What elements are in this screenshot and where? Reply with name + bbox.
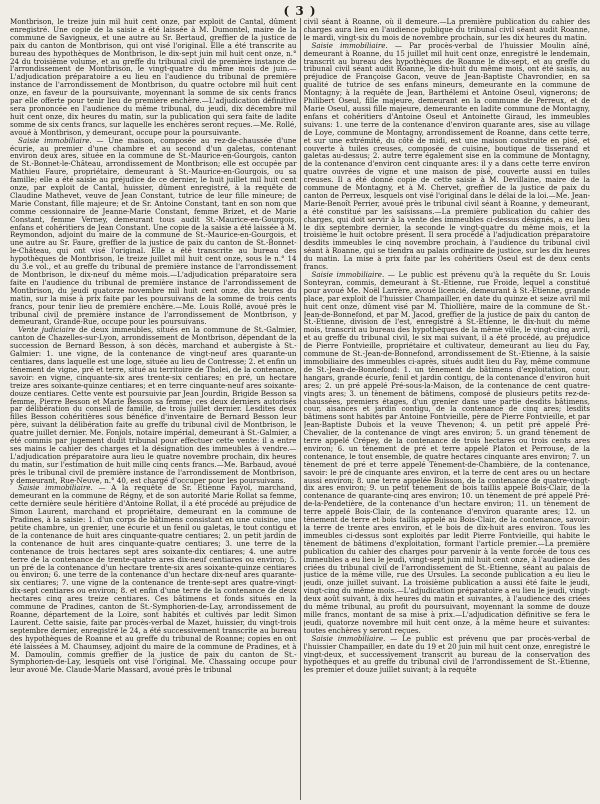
notice-text: — Le public est prévenu que par procès-verbal de l'huissier Champailler, en date du 19 et 20 juin mil huit cent onze, enregistré le vingt-deux, et successivement transcrit au bureau de la conservation des hypothèques et au greffe du tribunal civil de l'arrondissement de St.-Etienne, les premier et douze juillet suivant; à la requête xyxy=(303,633,590,675)
notice-paragraph xyxy=(304,271,591,635)
notice-heading: Saisie immobiliaire. xyxy=(311,270,385,279)
notice-heading: Vente judiciaire xyxy=(18,325,76,335)
left-column xyxy=(10,18,297,800)
notice-text: — Par procès-verbal de l'huissier Moulin aîné, demeurant à Roanne, du 15 juillet mil huit cent onze, enregistré le lendemain, transcrit au bureau des hypothèques de Roanne le dix-sept, et au greffe du tribunal civil séant audit Roanne, le dix-huit du même mois, ont été saisis, au préjudice de Françoise Gacon, veuve de Jean-Baptiste Chavrondier, en sa qualité de tutrice de ses enfans mineurs, demeurante en la commune de Montagny; à la requête de Jean, Barthélemi et Antoine Oseul, vignerons; de Philibert Oseul, fille majeure, demeurant en la commune de Perreux, et de Marie Oseul, aussi fille majeure, demeurante en ladite commune de Montagny, enfans et cohéritiers d'Antoine Oseul et Antoinette Giraud, les immeubles suivans: 1. une terre de la contenance d'environ quarante ares, sise au village de Loye, commune de Montagny, arrondissement de Roanne, dans cette terre, et sur une extrémité, du côté de midi, est une maison construite en pisé, et couverte à tuiles creuses, composée de cuisine, boutique de tisserand et galetas au-dessus; 2. autre terre également sise en la commune de Montagny, de la contenance d'environ cent cinquante ares: il y a dans cette terre environ quatre ouvrées de vigne et une maison de pisé, couverte aussi en tuiles creuses. Il a été donné copie de cette saisie à M. Devillaine, maire de la commune de Montagny, et à M. Chervet, greffier de la justice de paix du canton de Perreux, lesquels ont visé l'original dans le délai de la loi.—Me. Jean-Marie-Benoît Perrier, avoué près le tribunal civil séant à Roanne, y demeurant, a été constitué par les saisissans.—La première publication du cahier des charges, qui doit servir à la vente des immeubles ci-dessus désignés, a eu lieu le dix septembre dernier, la seconde le vingt-quatre du même mois, et la troisième le huit octobre présent. Il sera procédé à l'adjudication préparatoire desdits immeubles le cinq novembre prochain, à l'audience du tribunal civil séant à Roanne, qui se tiendra au palais ordinaire de justice, sur les dix heures du matin. La mise à prix faite par les cohéritiers Oseul est de deux cents francs. xyxy=(303,40,590,272)
notice-paragraph xyxy=(304,18,591,42)
notice-text: de deux immeubles, situés en la commune de St.-Galmier, canton de Chazelles-sur-Lyon, arrondissement de Montbrison, dépendant de la succession de Bernard Besson, à son décès, marchand et aubergiste à St.-Galmier: 1. une vigne, de la contenance de vingt-neuf ares quarante-un centiares, dans laquelle est une loge, située au lieu de Contresse; 2. et enfin un tènement de vigne, pré et terre, situé au territoire de Tholei, de la contenance, savoir: en vigne, cinquante-six ares trente-six centiares; en pré, un hectare treize ares soixante-quinze centiares; et en terre cinquante-neuf ares soixante-douze centiares. Cette vente est poursuivie par Jean Jourdin, Brigide Besson sa femme, Pierre Besson et Marie Besson sa femme; ces deux derniers autorisés par délibération du conseil de famille, de trois juillet dernier. Lesdites deux filles Besson cohéritières sous bénéfice d'inventaire de Bernard Besson leur père, suivant la délibération faite au greffe du tribunal civil de Montbrison, le quatre juillet dernier. Me. Fonjols, notaire impérial, demeurant à St.-Galmier, a été commis par jugement dudit tribunal pour effectuer cette vente: il a entre ses mains le cahier des charges et la désignation des immeubles à vendre.—L'adjudication préparatoire aura lieu le quatre novembre prochain, dix heures du matin, sur l'estimation de huit mille cinq cents francs.—Me. Barbaud, avoué près le tribunal civil de première instance de l'arrondissement de Montbrison, y demeurant, Rue-Neuve, n.° 40, est chargé d'occuper pour les poursuivans. xyxy=(10,325,297,485)
notice-heading: Saisie immobiliaire. xyxy=(311,40,388,50)
notice-heading: Saisie immobiliaire. xyxy=(311,633,386,643)
notice-paragraph xyxy=(304,635,591,675)
notice-heading: Saisie immobiliaire. xyxy=(18,135,92,145)
page-number: ( 3 ) xyxy=(283,4,317,18)
notice-text: — A la requête de Sr. Etienne Fayol, marchand, demeurant en la commune de Régny, et de son autorité Marie Rollat sa femme, cette dernière seule héritière d'Antoine Rollat, il a été procédé au préjudice de Simon Laurent, marchand et propriétaire, demeurant en la commune de Pradines, à la saisie: 1. d'un corps de bâtimens consistant en une cuisine, une petite chambre, un grenier, une écurie et un fenil ou galetas, le tout contigu et de la contenance de huit ares cinquante-quatre centiares; 2. un petit jardin de la contenance de huit ares cinquante-quatre centiares; 3. une terre de la contenance de trois hectares sept ares soixante-dix centiares; 4. une autre terre de la contenance de trente-quatre ares dix-neuf centiares ou environ; 5. un pré de la contenance d'un hectare trente-six ares soixante-quinze centiares ou environ; 6. une terre de la contenance d'un hectare dix-neuf ares quarante-six centiares; 7. une vigne de la contenance de trente-sept ares quatre-vingt-dix-sept centiares ou environ; 8. et enfin d'une terre de la contenance de deux hectares cinq ares treize centiares. Ces bâtimens et fonds situés en la commune de Pradines, canton de St.-Symphorien-de-Lay, arrondissement de Roanne, département de la Loire, sont habités et cultivés par ledit Simon Laurent. Cette saisie, faite par procès-verbal de Mazet, huissier, du vingt-trois septembre dernier, enregistré le 24, a été successivement transcrite au bureau des hypothèques de Roanne et au greffe du tribunal de Roanne; copies en ont été laissées à M. Chaumsey, adjoint du maire de la commune de Pradines, et à M. Damoulin, commis greffier de la justice de paix du canton de St.-Symphorien-de-Lay, lesquels ont visé l'original. Me. Chassaing occupe pour leur avoué Me. Claude-Marie Massard, avoué près le tribunal xyxy=(10,483,297,675)
column-divider xyxy=(300,18,301,800)
notice-paragraph xyxy=(10,137,297,327)
notice-paragraph xyxy=(10,18,297,137)
notice-paragraph xyxy=(10,326,297,484)
notice-paragraph xyxy=(10,484,297,674)
notice-text: civil séant à Roanne, où il demeure.—La première publication du cahier des charges aura lieu en l'audience publique du tribunal civil séant audit Roanne, le mardi, vingt-six du mois de novembre prochain, sur les dix heures du matin. xyxy=(303,18,590,42)
notice-text: — Le public est prévenu qu'à la requête du Sr. Louis Sonteyran, commis, demeurant à St.-Etienne, rue Froide, lequel a constitué pour avoué Me. Noël Larrère, avoué licencié, demeurant à St.-Etienne, grande place, par exploit de l'huissier Champailler, en date du quinze et seize avril mil huit cent onze, dûment visé par M. Thiollière, maire de la commune de St.-Jean-de-Bonnefond, et par M. Jacod, greffier de la justice de paix du canton de St.-Etienne, division de l'est, enregistré à St.-Etienne, le dix-huit du même mois, transcrit au bureau des hypothèques de la même ville, le vingt-cinq avril, et au greffe du tribunal civil, le six mai suivant, il a été procédé, au préjudice de Pierre Fontvieille, propriétaire et cultivateur, demeurant au lieu du Fay, commune de St.-Jean-de-Bonnefond, arrondissement de St.-Etienne, à la saisie immobiliaire des immeubles ci-après, situés audit lieu du Fay, même commune de St.-Jean-de-Bonnefond: 1. un tènement de bâtimens d'exploitation, cour, hangars, grande écurie, fenil et jardin contigu, de la contenance d'environ huit ares; 2. un pré appelé Pré-sous-la-Maison, de la contenance de cent quatre-vingts ares; 3. un tènement de bâtimens, composé de plusieurs petits rez-de-chaussées, premiers étages, d'un grenier dans une partie desdits bâtimens, cour, aisances et jardin contigu, de la contenance de cinq ares; lesdits bâtimens sont habités par Antoine Fontvieille, père de Pierre Fontvieille, et par Jean-Baptiste Dubois et la veuve Thevenon; 4. un petit pré appelé Pré-Chevalier, de la contenance de vingt ares environ; 5. un grand tènement de terre appelé Crépey, de la contenance de trois hectares ou trois cents ares environ; 6. un tènement de pré et terre appelé Platon et Perrouse, de la contenance, le tout ensemble, de quatre hectares cinquante ares environ; 7. un tènement de pré et terre appelé Tènement-de-Chambière, de la contenance, savoir: le pré de cinquante ares environ, et la terre de cent ares ou un hectare aussi environ; 8. une terre appelée Buisson, de la contenance de quatre-vingt-dix ares environ; 9. un petit tènement de bois taillis appelé Bois-Clair, de la contenance de quarante-cinq ares environ; 10. un tènement de pré appelé Pré-de-la-Pendetière, de la contenance d'un hectare environ; 11. un tènement de terre appelé Bois-Clair, de la contenance d'environ quarante ares; 12. un tènement de terre et bois taillis appelé au Bois-Clair, de la contenance, savoir: la terre de trente ares environ, et le bois de dix-huit ares environ. Tous les immeubles ci-dessus sont exploités par ledit Pierre Fontvieille, qui habite le tènement de bâtimens d'exploitation, formant l'article premier.—La première publication du cahier des charges pour parvenir à la vente forcée de tous ces immeubles a eu lieu le jeudi, vingt-sept juin mil huit cent onze, à l'audience des criées du tribunal civil de l'arrondissement de St.-Etienne, séant au palais de justice de la même ville, rue des Ursules. La seconde publication a eu lieu le jeudi, onze juillet suivant. La troisième publication a aussi été faite le jeudi, vingt-cinq du même mois.—L'adjudication préparatoire a eu lieu le jeudi, vingt-deux août suivant, à dix heures du matin et suivantes, à l'audience des criées du même tribunal, au profit du poursuivant, moyennant la somme de douze mille francs, montant de sa mise à prix.—L'adjudication définitive se fera le jeudi, quatorze novembre mil huit cent onze, à la même heure et suivantes: toutes enchères y seront reçues. xyxy=(303,270,590,635)
notice-text: — Une maison, composée au rez-de-chaussée d'une écurie, au premier d'une chambre et au second d'un galetas, contenant environ deux ares, située en la commune de St.-Maurice-en-Gourgois, canton de St.-Bonnet-le-Château, arrondissement de Montbrison; elle est occupée par Mathieu Faure, propriétaire, demeurant à St.-Maurice-en-Gourgois, ou sa famille; elle a été saisie au préjudice de ce dernier, le huit juillet mil huit cent onze, par exploit de Cantal, huissier, dûment enregistré, à la requête de Claudine Mathevet, veuve de Jean Constant, tutrice de leur fille mineure; de Marie Constant, fille majeure; et de Sr. Antoine Constant, tant en son nom que comme cessionnaire de Jeanne-Marie Constant, femme Brizet, et de Marie Constant, femme Verney, demeurant tous audit St.-Maurice-en-Gourgois, enfans et cohéritiers de Jean Constant. Une copie de la saisie a été laissée à M. Reymondon, adjoint du maire de la commune de St.-Maurice-en-Gourgois, et une autre au Sr. Faure, greffier de la justice de paix du canton de St.-Bonnet-le-Château, qui ont visé l'original. Elle a été transcrite au bureau des hypothèques de Montbrison, le treize juillet mil huit cent onze, sous le n.° 14 du 3.e vol., et au greffe du tribunal de première instance de l'arrondissement de Montbrison, le dix-neuf du même mois.—L'adjudication préparatoire sera faite en l'audience du tribunal de première instance de l'arrondissement de Montbrison, du jeudi quatorze novembre mil huit cent onze, dix heures du matin, sur la mise à prix faite par les poursuivans de la somme de trois cents francs, pour tenir lieu de première enchère.—Me. Louis Rollé, avoué près le tribunal civil de première instance de l'arrondissement de Montbrison, y demeurant, Grande-Rue, occupe pour les poursuivans. xyxy=(10,135,297,327)
right-column xyxy=(304,18,591,800)
columns xyxy=(10,18,590,800)
notice-heading: Saisie immobiliaire. xyxy=(18,483,93,493)
notice-paragraph xyxy=(304,42,591,271)
notice-text: Montbrison, le treize juin mil huit cent onze, par exploit de Cantal, dûment enregistré. Une copie de la saisie a été laissée à M. Dumontel, maire de la commune de Savigneux, et une autre au Sr. Bertaud, greffier de la justice de paix du canton de Montbrison, qui ont visé l'original. Elle a été transcrite au bureau des hypothèques de Montbrison, le dix-sept juin mil huit cent onze, n.° 24 du troisième volume, et au greffe du tribunal civil de première instance de l'arrondissement de Montbrison, le vingt-quatre du même mois de juin.—L'adjudication préparatoire a eu lieu en l'audience du tribunal de première instance de l'arrondissement de Montbrison, du quatre octobre mil huit cent onze, en faveur de la poursuivante, moyennant la somme de six cents francs par elle offerte pour tenir lieu de première enchère.—L'adjudication définitive sera prononcée en l'audience du même tribunal, du jeudi, dix décembre mil huit cent onze, dix heures du matin, sur la publication qui sera faite de ladite somme de six cents francs, sur laquelle les enchères seront reçues.—Me. Rollé, avoué à Montbrison, y demeurant, occupe pour la poursuivante. xyxy=(10,18,297,137)
